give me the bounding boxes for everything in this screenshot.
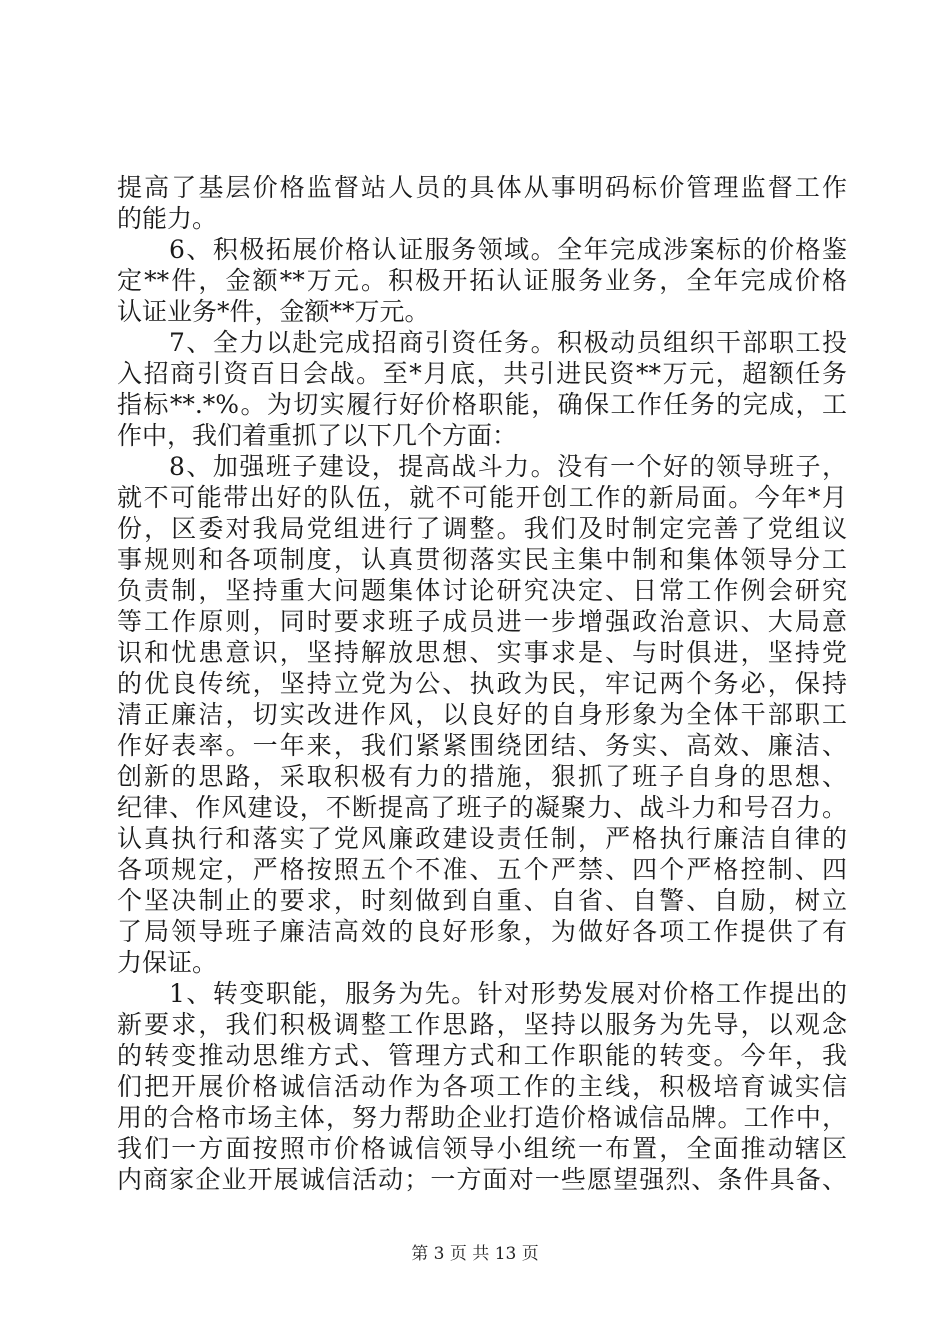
text-line: 创新的思路，采取积极有力的措施，狠抓了班子自身的思想、 — [117, 762, 847, 791]
text-line: 认证业务*件，金额**万元。 — [117, 297, 430, 326]
document-body — [117, 172, 847, 1195]
text-line: 内商家企业开展诚信活动；一方面对一些愿望强烈、条件具备、 — [117, 1165, 847, 1194]
text-line: 作中，我们着重抓了以下几个方面： — [117, 421, 518, 450]
text-line: 的优良传统，坚持立党为公、执政为民，牢记两个务必，保持 — [117, 669, 847, 698]
text-line: 的能力。 — [117, 204, 218, 233]
text-line: 8、加强班子建设，提高战斗力。没有一个好的领导班子， — [169, 452, 847, 481]
text-line: 清正廉洁，切实改进作风，以良好的自身形象为全体干部职工 — [117, 700, 847, 729]
text-line: 定**件，金额**万元。积极开拓认证服务业务，全年完成价格 — [117, 266, 847, 295]
text-line: 6、积极拓展价格认证服务领域。全年完成涉案标的价格鉴 — [169, 235, 847, 264]
text-line: 等工作原则，同时要求班子成员进一步增强政治意识、大局意 — [117, 607, 847, 636]
text-line: 1、转变职能，服务为先。针对形势发展对价格工作提出的 — [169, 979, 847, 1008]
text-line: 份，区委对我局党组进行了调整。我们及时制定完善了党组议 — [117, 514, 847, 543]
text-line: 个坚决制止的要求，时刻做到自重、自省、自警、自励，树立 — [117, 886, 847, 915]
text-line: 就不可能带出好的队伍，就不可能开创工作的新局面。今年*月 — [117, 483, 847, 512]
text-line: 我们一方面按照市价格诚信领导小组统一布置，全面推动辖区 — [117, 1134, 847, 1163]
text-line: 入招商引资百日会战。至*月底，共引进民资**万元，超额任务 — [117, 359, 847, 388]
text-line: 们把开展价格诚信活动作为各项工作的主线，积极培育诚实信 — [117, 1072, 847, 1101]
text-line: 了局领导班子廉洁高效的良好形象，为做好各项工作提供了有 — [117, 917, 847, 946]
text-line: 事规则和各项制度，认真贯彻落实民主集中制和集体领导分工 — [117, 545, 847, 574]
text-line: 提高了基层价格监督站人员的具体从事明码标价管理监督工作 — [117, 173, 847, 202]
text-line: 力保证。 — [117, 948, 218, 977]
text-line: 新要求，我们积极调整工作思路，坚持以服务为先导，以观念 — [117, 1010, 847, 1039]
text-line: 的转变推动思维方式、管理方式和工作职能的转变。今年，我 — [117, 1041, 847, 1070]
text-line: 用的合格市场主体，努力帮助企业打造价格诚信品牌。工作中， — [117, 1103, 847, 1132]
text-line: 各项规定，严格按照五个不准、五个严禁、四个严格控制、四 — [117, 855, 847, 884]
text-line: 指标**.*%。为切实履行好价格职能，确保工作任务的完成，工 — [117, 390, 847, 419]
text-line: 纪律、作风建设，不断提高了班子的凝聚力、战斗力和号召力。 — [117, 793, 847, 822]
text-line: 作好表率。一年来，我们紧紧围绕团结、务实、高效、廉洁、 — [117, 731, 847, 760]
text-line: 负责制，坚持重大问题集体讨论研究决定、日常工作例会研究 — [117, 576, 847, 605]
page-number-footer: 第 3 页 共 13 页 — [411, 1244, 539, 1264]
text-line: 识和忧患意识，坚持解放思想、实事求是、与时俱进，坚持党 — [117, 638, 847, 667]
text-line: 7、全力以赴完成招商引资任务。积极动员组织干部职工投 — [169, 328, 847, 357]
text-line: 认真执行和落实了党风廉政建设责任制，严格执行廉洁自律的 — [117, 824, 847, 853]
